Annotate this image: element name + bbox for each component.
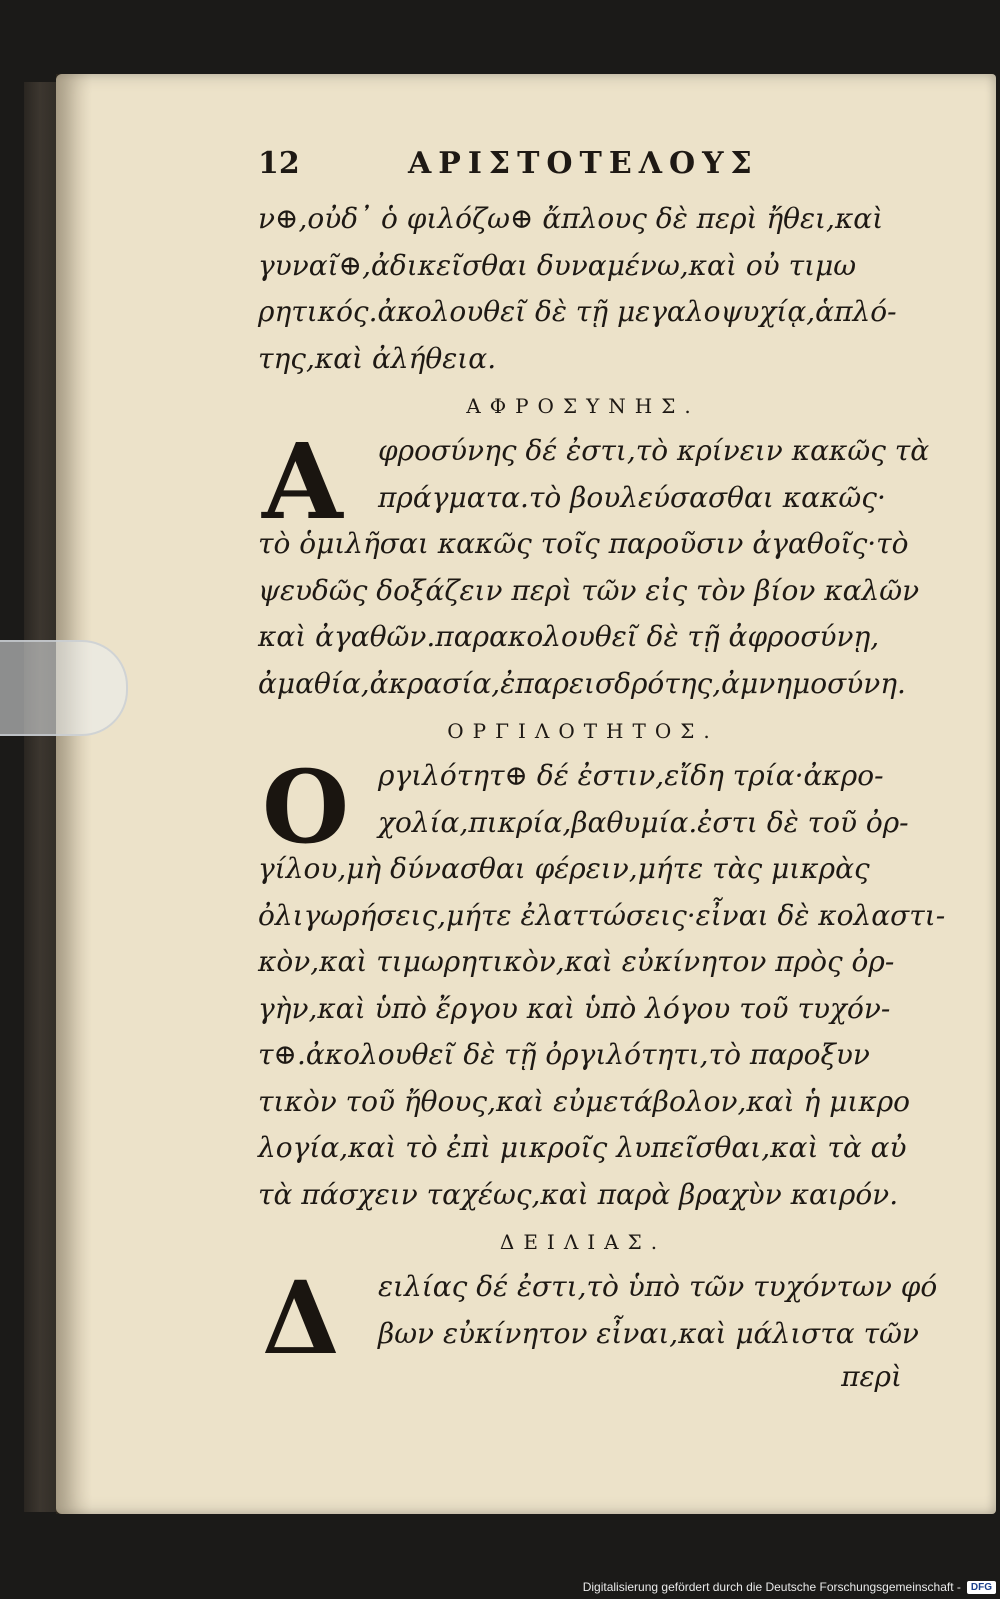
text-line: γυναῖ⊕,ἀδικεῖσθαι δυναμένω,καὶ οὐ τιμω — [258, 248, 857, 282]
text-line: ψευδῶς δοξάζειν περὶ τῶν εἰς τὸν βίον καλῶν — [258, 573, 920, 607]
running-head: ΑΡΙΣΤΟΤΕΛΟΥΣ — [408, 146, 759, 181]
text-line: της,καὶ ἀλήθεια. — [258, 341, 497, 375]
section-title: ΔΕΙΛΙΑΣ. — [499, 1230, 667, 1254]
drop-cap: Δ — [262, 1259, 340, 1377]
text-line: τὸ ὁμιλῆσαι κακῶς τοῖς παροῦσιν ἀγαθοῖς·τὸ — [258, 527, 909, 560]
section-title: ΑΦΡΟΣΥΝΗΣ. — [466, 394, 700, 418]
page-clip — [0, 640, 128, 736]
text-line: ν⊕,οὐδ᾽ ὁ φιλόζω⊕ ἄπλους δὲ περὶ ἤθει,καὶ — [258, 202, 884, 235]
text-line: ρητικός.ἀκολουθεῖ δὲ τῇ μεγαλοψυχίᾳ,ἁπλό- — [258, 295, 897, 328]
page-gutter-shadow — [56, 74, 92, 1514]
text-line: τικὸν τοῦ ἤθους,καὶ εὐμετάβολον,καὶ ἡ μικρο — [258, 1084, 911, 1118]
text-line: ὀλιγωρήσεις,μήτε ἐλαττώσεις·εἶναι δὲ κολαστι- — [258, 898, 946, 932]
text-line: γίλου,μὴ δύνασθαι φέρειν,μήτε τὰς μικρὰς — [258, 852, 870, 885]
page-header — [258, 140, 908, 196]
text-line: ειλίας δέ ἐστι,τὸ ὑπὸ τῶν τυχόντων φό — [378, 1270, 938, 1303]
intro-paragraph — [258, 196, 908, 382]
section-title: ΟΡΓΙΛΟΤΗΤΟΣ. — [447, 719, 719, 743]
catchword: περὶ — [841, 1360, 902, 1393]
text-line: τὰ πάσχειν ταχέως,καὶ παρὰ βραχὺν καιρόν. — [258, 1177, 899, 1211]
section-paragraph — [258, 748, 946, 1218]
page-text — [258, 140, 946, 1397]
credit-text: Digitalisierung gefördert durch die Deutsche Forschungsgemeinschaft - — [582, 1580, 961, 1594]
section-paragraph — [258, 420, 930, 707]
digitization-credit — [575, 1575, 1000, 1599]
dfg-logo: DFG — [967, 1581, 996, 1594]
text-line: καὶ ἀγαθῶν.παρακολουθεῖ δὲ τῇ ἀφροσύνῃ, — [258, 620, 880, 653]
drop-cap: A — [262, 420, 343, 543]
text-line: ἀμαθία,ἀκρασία,ἐπαρεισδρότης,ἀμνημοσύνη. — [258, 666, 906, 700]
text-line: χολία,πικρία,βαθυμία.ἐστι δὲ τοῦ ὀρ- — [378, 805, 909, 839]
text-line: πράγματα.τὸ βουλεύσασθαι κακῶς· — [378, 480, 886, 514]
text-line: τ⊕.ἀκολουθεῖ δὲ τῇ ὀργιλότητι,τὸ παροξυν — [258, 1038, 870, 1071]
text-line: λογία,καὶ τὸ ἐπὶ μικροῖς λυπεῖσθαι,καὶ τὰ αὐ — [258, 1131, 907, 1164]
text-line: κὸν,καὶ τιμωρητικὸν,καὶ εὐκίνητον πρὸς ὀρ- — [258, 945, 895, 978]
text-line: βων εὐκίνητον εἶναι,καὶ μάλιστα τῶν — [378, 1316, 919, 1350]
text-line: φροσύνης δέ ἐστι,τὸ κρίνειν κακῶς τὰ — [378, 434, 930, 467]
text-line: γὴν,καὶ ὑπὸ ἔργου καὶ ὑπὸ λόγου τοῦ τυχόν- — [258, 991, 891, 1025]
drop-cap: O — [262, 748, 350, 866]
page-number: 12 — [258, 146, 300, 181]
text-line: ργιλότητ⊕ δέ ἐστιν,εἴδη τρία·ἀκρο- — [378, 759, 884, 792]
